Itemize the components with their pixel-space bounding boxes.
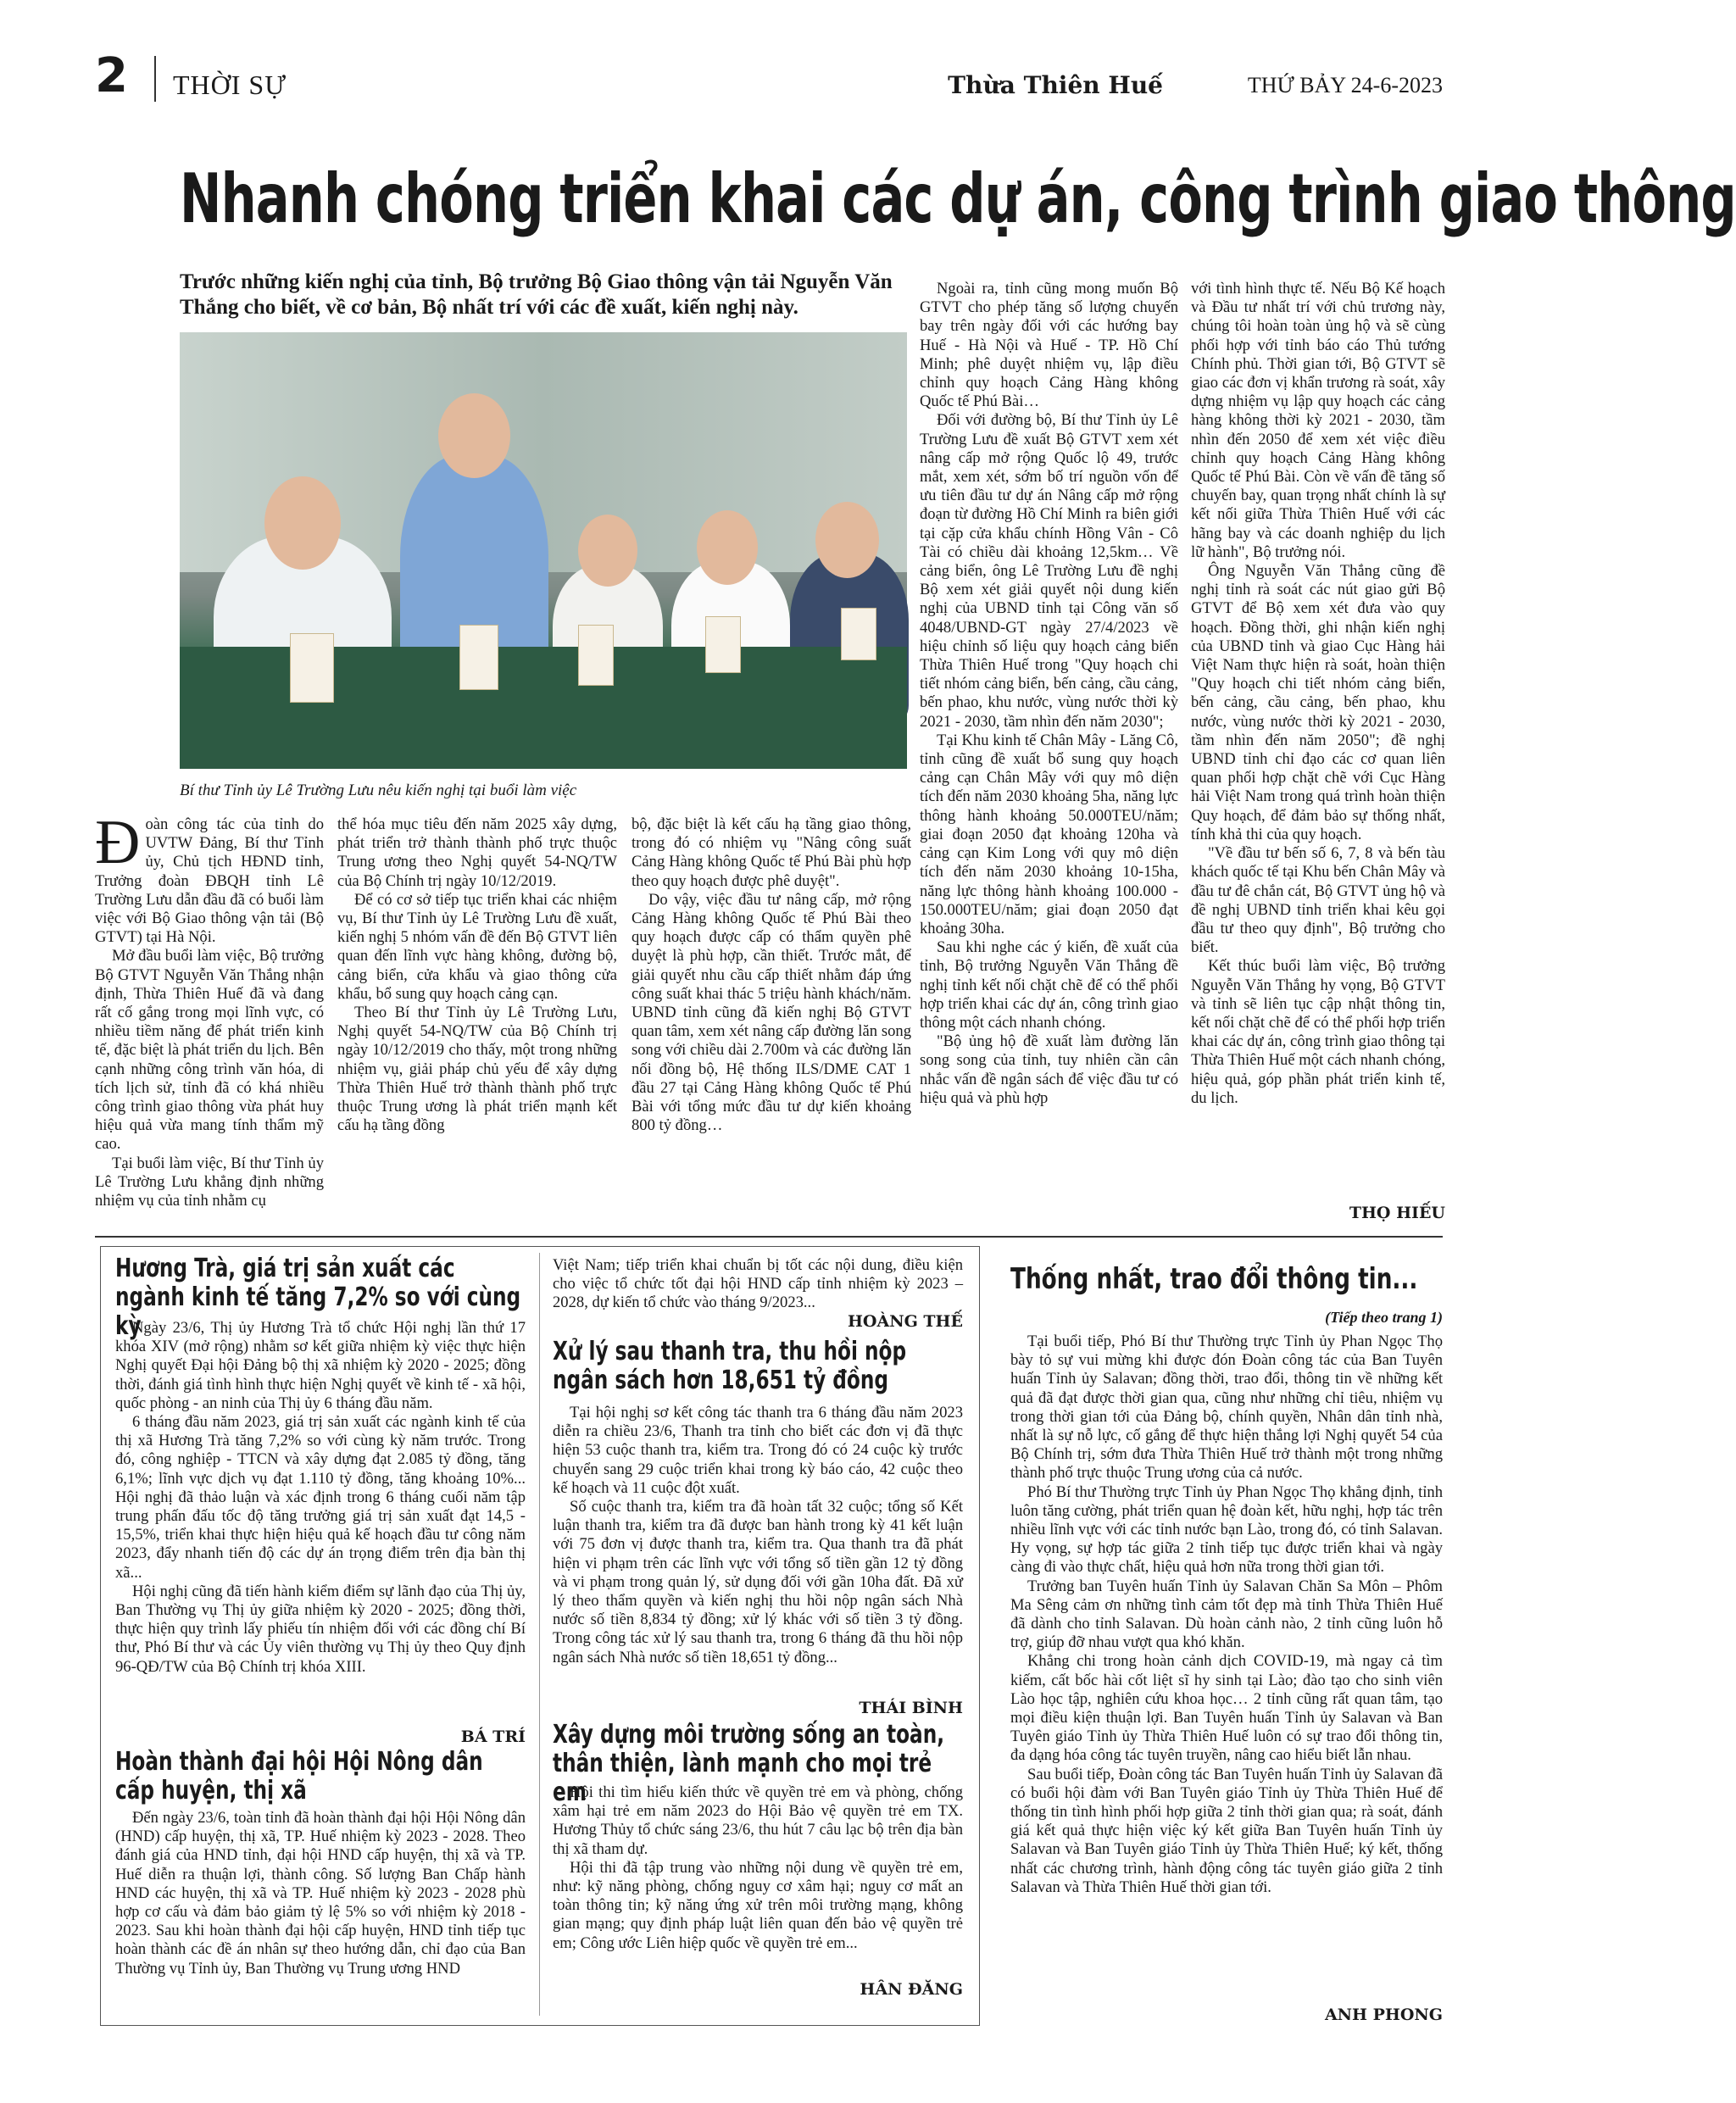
- photo-nameplate: [290, 633, 334, 703]
- photo-face: [264, 476, 341, 570]
- brief3-headline: Xử lý sau thanh tra, thu hồi nộp ngân sách hơn 18,651 tỷ đồng: [553, 1337, 907, 1395]
- paragraph: Hội thi tìm hiểu kiến thức về quyền trẻ em và phòng, chống xâm hại trẻ em năm 2023 do Hội Bảo vệ quyền trẻ em TX. Hương Thủy tổ chức sáng 23/6, thu hút 7 câu lạc bộ trên địa bàn thị xã tham dự.: [553, 1783, 963, 1858]
- paragraph: Phó Bí thư Thường trực Tỉnh ủy Phan Ngọc Thọ khẳng định, tỉnh luôn tăng cường, phát triển quan hệ đoàn kết, hữu nghị, hợp tác trên nhiều lĩnh vực với các tỉnh nước bạn Lào, trong đó, có tỉnh Salavan. Hy vọng, sự hợp tác giữa 2 tỉnh tiếp tục được triển khai và ngày càng đi vào thực chất, hiệu quả hơn nữa trong thời gian tới.: [1010, 1483, 1443, 1577]
- main-lead: Trước những kiến nghị của tỉnh, Bộ trưởng Bộ Giao thông vận tải Nguyễn Văn Thắng cho biết, về cơ bản, Bộ nhất trí với các đề xuất, kiến nghị này.: [180, 270, 893, 319]
- photo-nameplate: [705, 616, 741, 673]
- photo-face: [697, 510, 758, 585]
- paragraph: Tại hội nghị sơ kết công tác thanh tra 6 tháng đầu năm 2023 diễn ra chiều 23/6, Thanh tra tỉnh cho biết các đơn vị đã thực hiện 53 cuộc thanh tra, kiểm tra. Trong đó có 24 cuộc kỳ trước chuyển sang 29 cuộc triển khai trong kỳ báo cáo, 42 cuộc theo kế hoạch và 11 cuộc đột xuất.: [553, 1404, 963, 1497]
- paragraph: "Bộ ủng hộ đề xuất làm đường lăn song song của tỉnh, tuy nhiên cần cân nhắc vấn đề ngân sách để việc đầu tư có hiệu quả và phù hợp: [920, 1032, 1178, 1107]
- photo-table: [180, 647, 907, 769]
- paragraph: Tại buổi làm việc, Bí thư Tỉnh ủy Lê Trường Lưu khẳng định những nhiệm vụ của tỉnh nhằm cụ: [95, 1154, 324, 1210]
- header-divider: [154, 56, 156, 102]
- paragraph: Hội thi đã tập trung vào những nội dung về quyền trẻ em, như: kỹ năng phòng, chống nguy cơ xâm hại; nguy cơ mất an toàn thông tin; kỹ năng ứng xử trên môi trường mạng, không gian mạng; quy định pháp luật liên quan đến bảo vệ quyền trẻ em; Công ước Liên hiệp quốc về quyền trẻ em...: [553, 1858, 963, 1952]
- paragraph-text: oàn công tác của tỉnh do UVTW Đảng, Bí thư Tỉnh ủy, Chủ tịch HĐND tỉnh, Trưởng đoàn ĐBQH tỉnh Lê Trường Lưu dẫn đầu đã có buổi làm việc với Bộ Giao thông vận tải (Bộ GTVT) tại Hà Nội.: [95, 815, 324, 947]
- cont-story-body: [1010, 1332, 1443, 1897]
- brief2-headline: Hoàn thành đại hội Hội Nông dân cấp huyện, thị xã: [115, 1747, 483, 1805]
- paragraph: Tại buổi tiếp, Phó Bí thư Thường trực Tỉnh ủy Phan Ngọc Thọ bày tỏ sự vui mừng khi được đón Đoàn công tác của Ban Tuyên huấn Tỉnh ủy Salavan; đồng thời, trao đổi, thông tin về những kết quả đã đạt được thời gian qua, cũng như những chỉ tiêu, nhiệm vụ trong thời gian tới của Đảng bộ, chính quyền, Nhân dân tỉnh nhà, nhất là sự nỗ lực, cố gắng để thực hiện thắng lợi Nghị quyết 54 của Bộ Chính trị, sớm đưa Thừa Thiên Huế trở thành một trong những thành phố trực thuộc Trung ương của cả nước.: [1010, 1332, 1443, 1483]
- paragraph: Ngoài ra, tỉnh cũng mong muốn Bộ GTVT cho phép tăng số lượng chuyến bay trên ngày đối với các hướng bay Huế - Hà Nội và Huế - TP. Hồ Chí Minh; phê duyệt nhiệm vụ, lập điều chỉnh quy hoạch Cảng Hàng không Quốc tế Phú Bài…: [920, 280, 1178, 411]
- main-column-2: [337, 815, 617, 1135]
- paragraph: bộ, đặc biệt là kết cấu hạ tầng giao thông, trong đó có nhiệm vụ "Nâng công suất Cảng Hàng không Quốc tế Phú Bài phù hợp theo quy hoạch được phê duyệt".: [632, 815, 911, 890]
- paragraph: Sau buổi tiếp, Đoàn công tác Ban Tuyên huấn Tỉnh ủy Salavan đã có buổi hội đàm với Ban Tuyên giáo Tỉnh ủy Thừa Thiên Huế để thống tin tình hình phối hợp giữa 2 tỉnh thời gian qua; rà soát, đánh giá kết quả thực hiện việc ký kết giữa Ban Tuyên huấn Tỉnh ủy Salavan và Ban Tuyên giáo Tỉnh ủy Thừa Thiên Huế; ký kết, thống nhất các chương trình, hành động công tác tuyên giáo giữa 2 tỉnh Salavan và Thừa Thiên Huế thời gian tới.: [1010, 1765, 1443, 1896]
- page-header: [95, 48, 1443, 103]
- main-byline: THỌ HIẾU: [1349, 1204, 1445, 1222]
- section-divider: [95, 1236, 1443, 1238]
- main-column-5: [1191, 280, 1445, 1108]
- paragraph: Đến ngày 23/6, toàn tỉnh đã hoàn thành đại hội Hội Nông dân (HND) cấp huyện, thị xã, TP. Huế nhiệm kỳ 2023 - 2028. Theo đánh giá của HND tỉnh, đại hội HND cấp huyện, thị xã và TP. Huế diễn ra thuận lợi, thành công. Số lượng Ban Chấp hành HND các huyện, thị xã và TP. Huế nhiệm kỳ 2023 - 2028 phù hợp cơ cấu và đảm bảo giảm tỷ lệ 5% so với nhiệm kỳ 2018 - 2023. Sau khi hoàn thành đại hội cấp huyện, HND tỉnh tiếp tục hoàn thành các đề án nhân sự theo hướng dẫn, chỉ đạo của Ban Thường vụ Tỉnh ủy, Ban Thường vụ Trung ương HND: [115, 1809, 526, 1978]
- continued-from-note: (Tiếp theo trang 1): [1325, 1309, 1443, 1326]
- photo-face: [578, 515, 637, 587]
- brief4-headline: Xây dựng môi trường sống an toàn, thân thiện, lành mạnh cho mọi trẻ em: [553, 1720, 945, 1807]
- brief4-body: [553, 1783, 963, 1953]
- issue-date: THỨ BẢY 24-6-2023: [1247, 73, 1443, 97]
- paragraph: 6 tháng đầu năm 2023, giá trị sản xuất các ngành kinh tế của thị xã Hương Trà tăng 7,2% so với cùng kỳ năm trước. Trong đó, công nghiệp - TTCN và xây dựng đạt 2.085 tỷ đồng, tăng 6,1%; lĩnh vực dịch vụ đạt 1.110 tỷ đồng, tăng khoảng 10%... Hội nghị đã thảo luận và xác định trong 6 tháng cuối năm tập trung phấn đấu tốc độ tăng trưởng giá trị sản xuất đạt 14,5 - 15,5%, triển khai thực hiện hiệu quả kế hoạch đầu tư công năm 2023, đẩy nhanh tiến độ các dự án trọng điểm trên địa bàn thị xã...: [115, 1413, 526, 1582]
- paragraph: Hội nghị cũng đã tiến hành kiểm điểm sự lãnh đạo của Thị ủy, Ban Thường vụ Thị ủy giữa nhiệm kỳ 2020 - 2025; đồng thời, thực hiện quy trình lấy phiếu tín nhiệm đối với các đồng chí Bí thư, Phó Bí thư và các Ủy viên thường vụ Thị ủy theo Quy định 96-QĐ/TW của Bộ Chính trị khóa XIII.: [115, 1582, 526, 1676]
- brief3-body: [553, 1404, 963, 1667]
- paragraph: Ngày 23/6, Thị ủy Hương Trà tổ chức Hội nghị lần thứ 17 khóa XIV (mở rộng) nhằm sơ kết giữa nhiệm kỳ việc thực hiện Nghị quyết Đại hội Đảng bộ thị xã nhiệm kỳ 2020 - 2025; đồng thời, đánh giá tình hình thực hiện Nghị quyết về kinh tế - xã hội, quốc phòng - an ninh của Thị ủy 6 tháng đầu năm.: [115, 1319, 526, 1412]
- brief1-headline: Hương Trà, giá trị sản xuất các ngành kinh tế tăng 7,2% so với cùng kỳ: [115, 1254, 521, 1341]
- paragraph: thể hóa mục tiêu đến năm 2025 xây dựng, phát triển trở thành thành phố trực thuộc Trung ương theo Nghị quyết 54-NQ/TW của Bộ Chính trị ngày 10/12/2019.: [337, 815, 617, 890]
- meeting-photo: [180, 332, 907, 769]
- briefs-column-divider: [539, 1253, 540, 2016]
- paragraph: Đối với đường bộ, Bí thư Tỉnh ủy Lê Trường Lưu đề xuất Bộ GTVT xem xét nâng cấp mở rộng Quốc lộ 49, trước mắt, xem xét, sớm bố trí nguồn vốn để ưu tiên đầu tư dự án Nâng cấp mở rộng đoạn từ đường Hồ Chí Minh ra biên giới tại cặp cửa khẩu chính Hồng Vân - Cô Tài có chiều dài khoảng 12,5km… Về cảng biển, ông Lê Trường Lưu đề nghị Bộ xem xét giải quyết nội dung kiến nghị của UBND tỉnh tại Công văn số 4048/UBND-GT ngày 27/4/2023 về hiệu chỉnh số liệu quy hoạch cảng biển Thừa Thiên Huế trong "Quy hoạch chi tiết nhóm cảng biển, bến cảng, cầu cảng, bến phao, khu nước, vùng nước thời kỳ 2021 - 2030, tầm nhìn đến năm 2030";: [920, 411, 1178, 731]
- cont-story-byline: ANH PHONG: [1324, 2006, 1443, 2024]
- paragraph: Để có cơ sở tiếp tục triển khai các nhiệm vụ, Bí thư Tỉnh ủy Lê Trường Lưu đề xuất, kiến nghị 5 nhóm vấn đề đến Bộ GTVT liên quan đến lĩnh vực hàng không, đường bộ, cảng biển, cửa khẩu và giao thông cửa khẩu, bổ sung quy hoạch cảng cạn.: [337, 890, 617, 1003]
- photo-face: [815, 502, 879, 578]
- brief2-continued: [553, 1256, 963, 1313]
- main-column-4: [920, 280, 1178, 1108]
- paragraph: Kết thúc buổi làm việc, Bộ trưởng Nguyễn Văn Thắng hy vọng, Bộ GTVT và tỉnh sẽ liên tục cập nhật thông tin, kết nối chặt chẽ để có thể phối hợp triển khai các dự án, công trình giao thông tại Thừa Thiên Huế một cách nhanh chóng, hiệu quả, góp phần phát triển kinh tế, du lịch.: [1191, 957, 1445, 1107]
- paragraph: Việt Nam; tiếp triển khai chuẩn bị tốt các nội dung, điều kiện cho việc tổ chức tốt đại hội HND cấp tỉnh nhiệm kỳ 2023 – 2028, dự kiến tổ chức vào tháng 9/2023...: [553, 1256, 963, 1312]
- photo-face: [438, 393, 510, 478]
- paragraph: Trưởng ban Tuyên huấn Tỉnh ủy Salavan Chăn Sa Môn – Phôm Ma Sêng cảm ơn những tình cảm tốt đẹp mà tỉnh Thừa Thiên Huế đã dành cho tỉnh Salavan. Dù hoàn cảnh nào, 2 tỉnh cũng luôn hỗ trợ, giúp đỡ nhau vượt qua khó khăn.: [1010, 1577, 1443, 1652]
- paragraph: Theo Bí thư Tỉnh ủy Lê Trường Lưu, Nghị quyết 54-NQ/TW của Bộ Chính trị ngày 10/12/2019 cho thấy, một trong những nhiệm vụ, giải pháp chủ yếu để xây dựng Thừa Thiên Huế trở thành thành phố trực thuộc Trung ương là phát triển mạnh kết cấu hạ tầng đồng: [337, 1004, 617, 1135]
- cont-story-headline: Thống nhất, trao đổi thông tin...: [1010, 1262, 1418, 1296]
- photo-nameplate: [578, 625, 614, 686]
- paragraph: "Về đầu tư bến số 6, 7, 8 và bến tàu khách quốc tế tại Khu bến Chân Mây và đầu tư đê chắn cát, Bộ GTVT ủng hộ và đề nghị UBND tỉnh triển khai kêu gọi đầu tư theo quy định", Bộ trưởng cho biết.: [1191, 844, 1445, 957]
- drop-cap: Đ: [95, 808, 141, 877]
- paragraph: Tại Khu kinh tế Chân Mây - Lăng Cô, tỉnh cũng đề xuất bổ sung quy hoạch cảng cạn Chân Mây với quy mô diện tích đến năm 2030 khoảng 5ha, năng lực thông hành khoảng 50.000TEU/năm; giai đoạn 2050 đạt khoảng 120ha và cảng cạn Kim Long với quy mô diện tích đến năm 2030 khoảng 10-15ha, năng lực thông hành khoảng 100.000 - 150.000TEU/năm; giai đoạn 2050 đạt khoảng 30ha.: [920, 731, 1178, 937]
- paper-name: Thừa Thiên Huế: [948, 71, 1163, 99]
- page-number: 2: [95, 48, 128, 103]
- photo-nameplate: [459, 625, 498, 690]
- paragraph: Số cuộc thanh tra, kiểm tra đã hoàn tất 32 cuộc; tổng số Kết luận thanh tra, kiểm tra đã được ban hành trong kỳ 41 kết luận với 75 đơn vị được thanh tra, kiểm tra. Qua thanh tra đã phát hiện vi phạm trên các lĩnh vực với tổng số tiền gần 12 tỷ đồng và vi phạm trong quản lý, sử dụng đối với gần 10ha đất. Đã xử lý theo thẩm quyền và kiến nghị thu hồi nộp ngân sách Nhà nước số tiền 8,834 tỷ đồng; xử lý khác với số tiền 3 tỷ đồng. Trong công tác xử lý sau thanh tra, trong 6 tháng đã thu hồi nộp ngân sách Nhà nước số tiền 18,651 tỷ đồng...: [553, 1498, 963, 1666]
- main-column-1: [95, 808, 324, 1210]
- brief1-byline: BÁ TRÍ: [460, 1727, 526, 1746]
- paragraph: Do vậy, việc đầu tư nâng cấp, mở rộng Cảng Hàng không Quốc tế Phú Bài theo quy hoạch được cấp có thẩm quyền phê duyệt là phù hợp, cần thiết. Trước mắt, để giải quyết nhu cầu cấp thiết nhằm đáp ứng công suất khai thác 5 triệu hành khách/năm. UBND tỉnh cũng đã kiến nghị Bộ GTVT quan tâm, xem xét nâng cấp đường lăn song song với chiều dài 2.700m và các đường lăn nối đồng bộ, Hệ thống ILS/DME CAT 1 đầu 27 tại Cảng Hàng không Quốc tế Phú Bài với tổng mức đầu tư dự kiến khoảng 800 tỷ đồng…: [632, 890, 911, 1135]
- main-column-3: [632, 815, 911, 1135]
- paragraph: Sau khi nghe các ý kiến, đề xuất của tỉnh, Bộ trưởng Nguyễn Văn Thắng đề nghị tỉnh kết nối chặt chẽ để có thể phối hợp triển khai các dự án, công trình giao thông một cách nhanh chóng.: [920, 938, 1178, 1032]
- main-headline: Nhanh chóng triển khai các dự án, công trình giao thông: [180, 159, 1736, 238]
- paragraph: Ông Nguyễn Văn Thắng cũng đề nghị tỉnh rà soát các nút giao gửi Bộ GTVT để Bộ xem xét đưa vào quy hoạch. Đồng thời, ghi nhận kiến nghị của UBND tỉnh và giao Cục Hàng hải Việt Nam thực hiện rà soát, hoàn thiện "Quy hoạch chi tiết nhóm cảng biển, bến cảng, cầu cảng, bến phao, khu nước, vùng nước thời kỳ 2021 - 2030, tầm nhìn đến năm 2050"; đề nghị UBND tỉnh chỉ đạo các cơ quan liên quan phối hợp chặt chẽ với Cục Hàng hải Việt Nam trong quá trình hoàn thiện Quy hoạch, để đảm bảo sự thống nhất, tính khả thi của quy hoạch.: [1191, 562, 1445, 843]
- photo-caption: Bí thư Tỉnh ủy Lê Trường Lưu nêu kiến nghị tại buổi làm việc: [180, 782, 577, 799]
- section-title: THỜI SỰ: [173, 70, 287, 100]
- brief2-body: [115, 1809, 526, 1978]
- brief3-byline: THÁI BÌNH: [859, 1699, 963, 1717]
- paragraph: Khẳng chi trong hoàn cảnh dịch COVID-19, mà ngay cả tìm kiếm, cất bốc hài cốt liệt sĩ hy sinh tại Lào; đào tạo cho sinh viên Lào học tập, nghiên cứu khoa học… 2 tỉnh cũng rất quan tâm, tạo mọi điều kiện thuận lợi. Ban Tuyên huấn Tỉnh ủy Salavan và Ban Tuyên giáo Tỉnh ủy Thừa Thiên Huế luôn có sự trao đổi thông tin, đa dạng hóa công tác tuyên truyền, nâng cao hiểu biết lẫn nhau.: [1010, 1652, 1443, 1765]
- brief4-byline: HÂN ĐĂNG: [860, 1980, 963, 1999]
- paragraph: Mở đầu buổi làm việc, Bộ trưởng Bộ GTVT Nguyễn Văn Thắng nhận định, Thừa Thiên Huế đã và đang rất cố gắng trong mọi lĩnh vực, có nhiều tiềm năng để phát triển kinh tế, đặc biệt là phát triển du lịch. Bên cạnh những công trình văn hóa, di tích lịch sử, tỉnh đã có khá nhiều công trình giao thông vừa phát huy hiệu quả vừa mang tính thẩm mỹ cao.: [95, 947, 324, 1154]
- brief2-byline: HOÀNG THẾ: [847, 1312, 963, 1331]
- paragraph: [95, 808, 324, 947]
- brief1-body: [115, 1319, 526, 1677]
- paragraph: với tình hình thực tế. Nếu Bộ Kế hoạch và Đầu tư nhất trí với chủ trương này, chúng tôi hoàn toàn ủng hộ và sẽ cùng phối hợp với tỉnh báo cáo Thủ tướng Chính phủ. Thời gian tới, Bộ GTVT sẽ giao các đơn vị khẩn trương rà soát, xây dựng nhiệm vụ lập quy hoạch các cảng hàng không thời kỳ 2021 - 2030, tầm nhìn đến 2050 để xem xét việc điều chỉnh quy hoạch Cảng Hàng không Quốc tế Phú Bài. Còn về vấn đề tăng số chuyến bay, quan trọng nhất chính là sự kết nối giữa Thừa Thiên Huế với các hãng bay và các doanh nghiệp du lịch lữ hành", Bộ trưởng nói.: [1191, 280, 1445, 561]
- photo-nameplate: [841, 608, 876, 660]
